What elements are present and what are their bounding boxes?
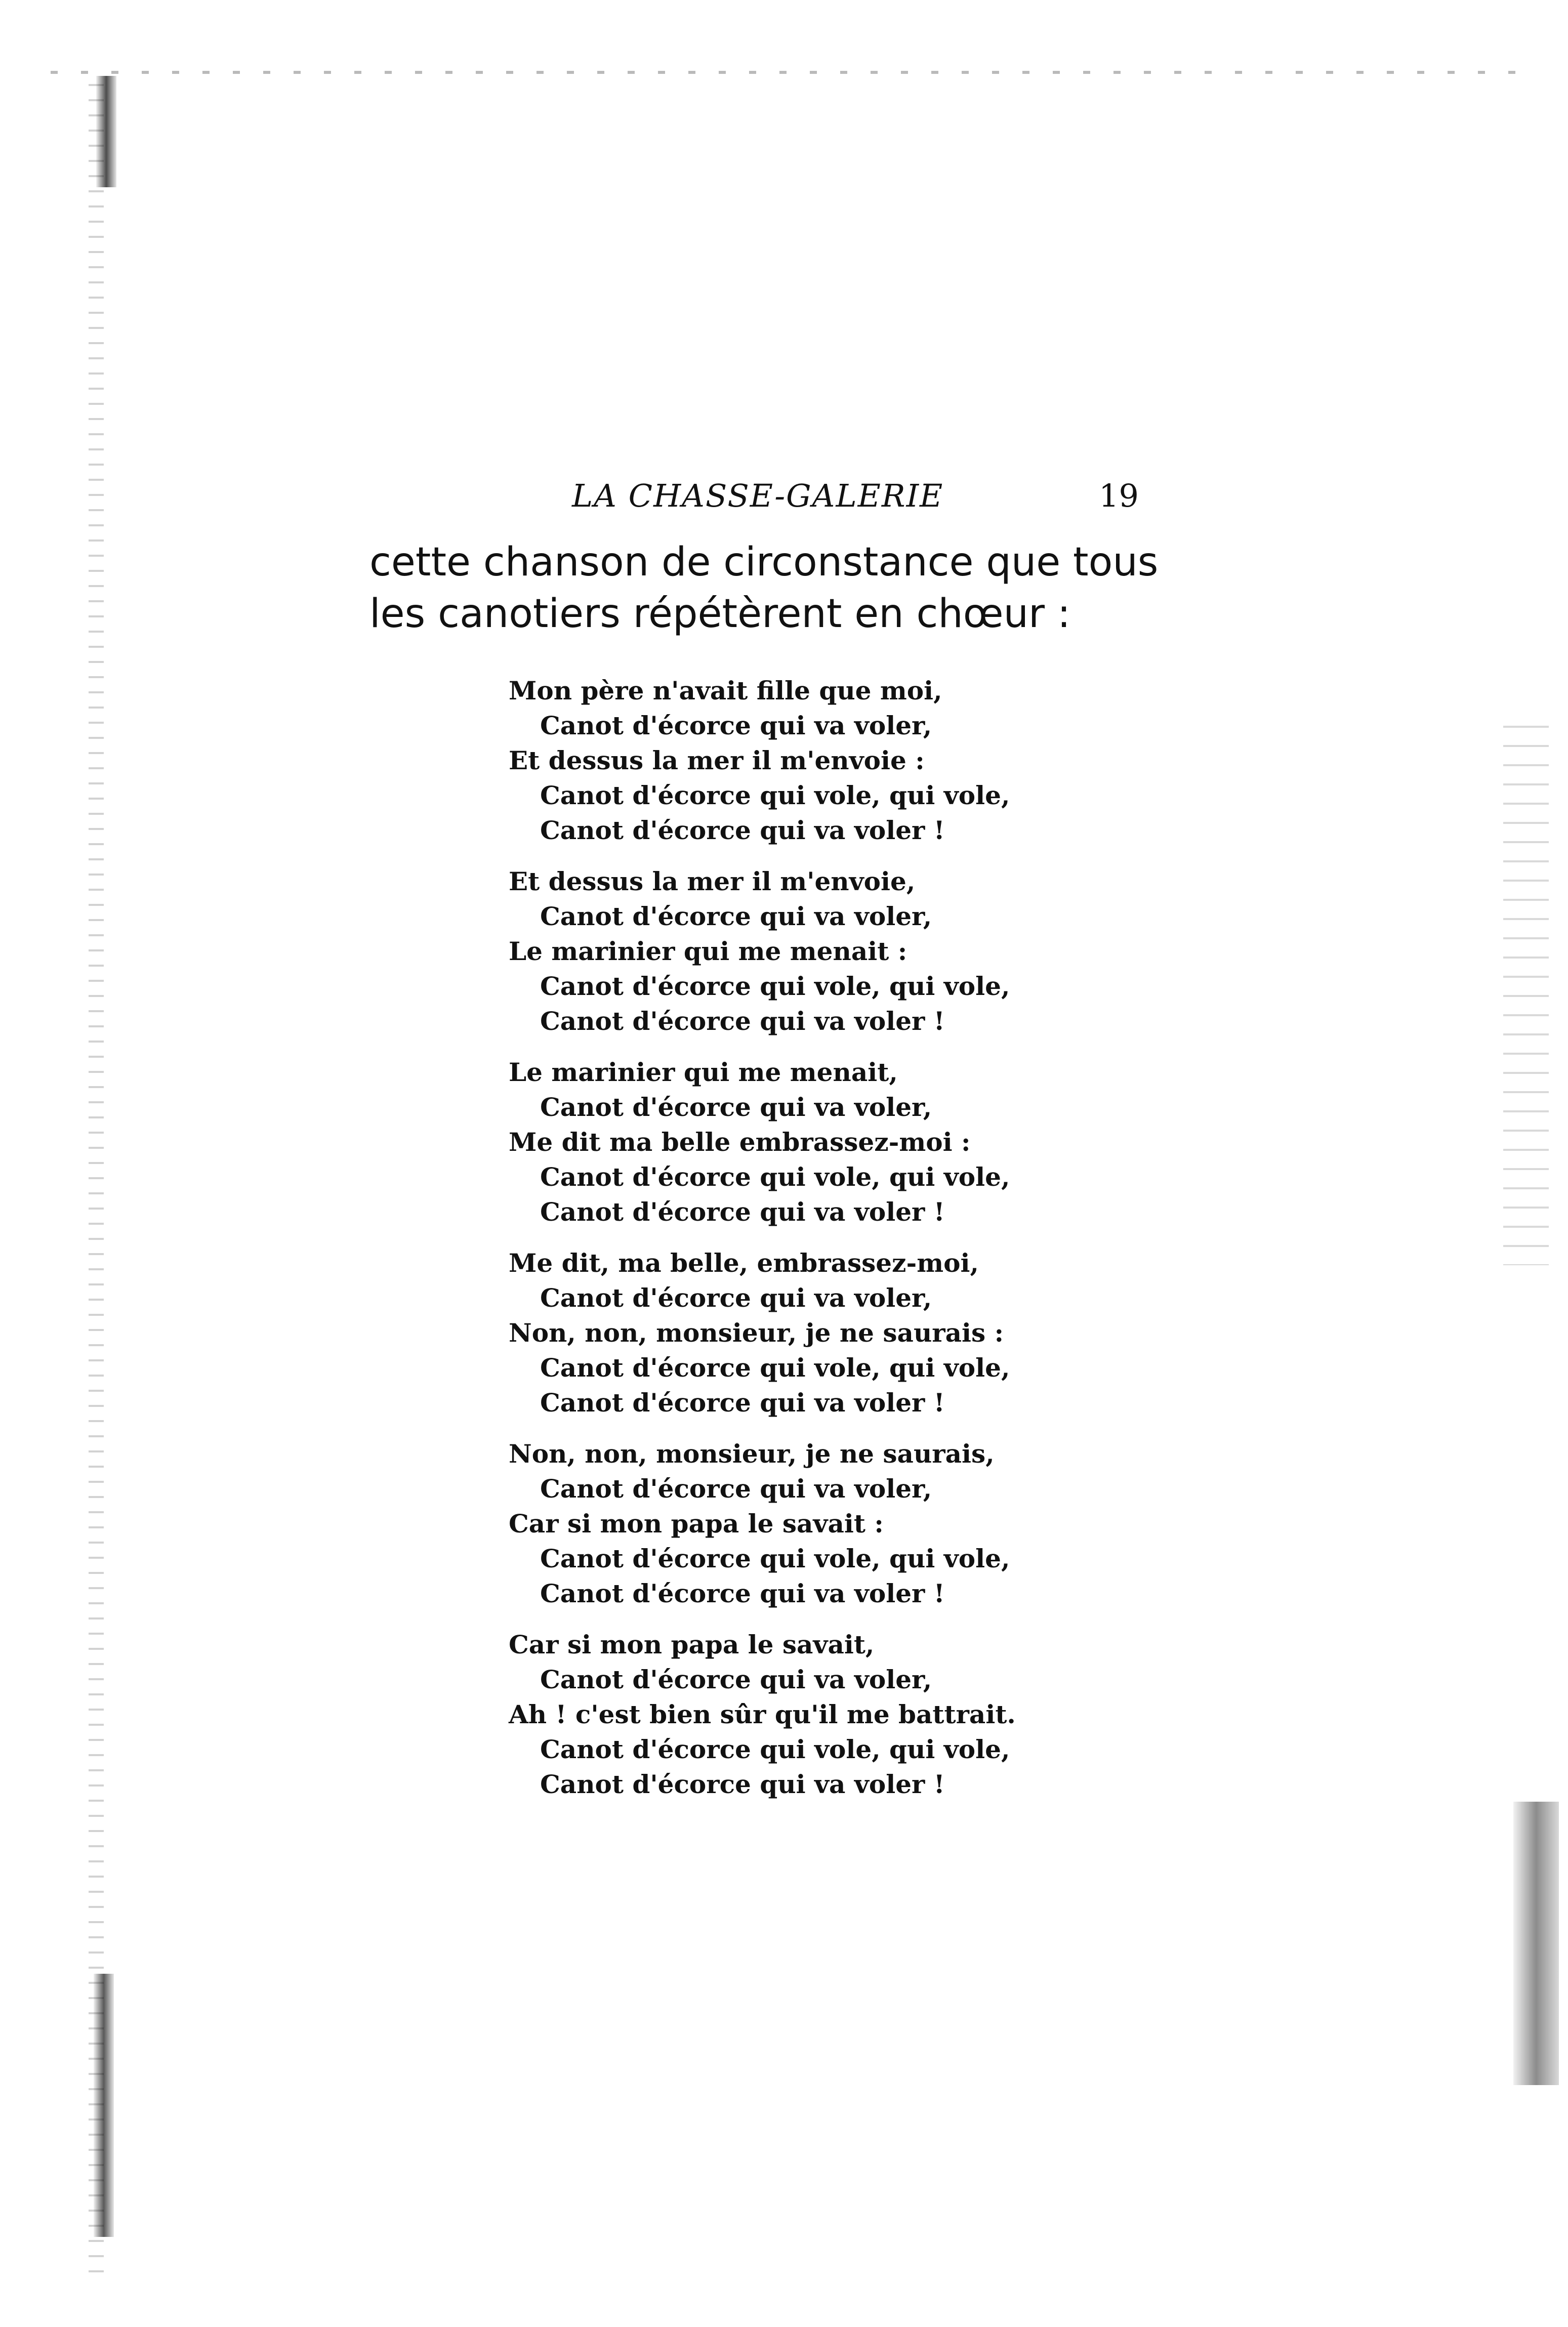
refrain-line: Canot d'écorce qui va voler,: [540, 711, 932, 740]
verse-line: Non, non, monsieur, je ne saurais :: [509, 1318, 1004, 1348]
refrain-line: Canot d'écorce qui vole, qui vole,: [540, 1734, 1010, 1764]
scan-edge-right: [1503, 709, 1549, 1265]
verse-line: Ah ! c'est bien sûr qu'il me battrait.: [509, 1699, 1016, 1729]
scan-shadow-right: [1513, 1802, 1559, 2085]
page-number: 19: [1099, 477, 1139, 514]
verse-line: Non, non, monsieur, je ne saurais,: [509, 1439, 995, 1469]
prose-line: cette chanson de circonstance que tous: [369, 539, 1159, 585]
verse-line: Le marinier qui me menait,: [509, 1057, 898, 1087]
verse-line: Et dessus la mer il m'envoie,: [509, 866, 916, 896]
scan-shadow-left-top: [96, 76, 116, 187]
refrain-line: Canot d'écorce qui va voler !: [540, 815, 945, 845]
running-title: LA CHASSE-GALERIE: [572, 477, 944, 514]
prose-line: les canotiers répétèrent en chœur :: [369, 591, 1071, 637]
stanza: [509, 864, 1116, 1038]
refrain-line: Canot d'écorce qui vole, qui vole,: [540, 1162, 1010, 1192]
refrain-line: Canot d'écorce qui va voler,: [540, 1474, 932, 1504]
running-head: [369, 468, 1139, 524]
verse-line: Le marinier qui me menait :: [509, 936, 907, 966]
refrain-line: Canot d'écorce qui va voler,: [540, 1283, 932, 1313]
refrain-line: Canot d'écorce qui va voler !: [540, 1197, 945, 1227]
scan-edge-top: [51, 71, 1518, 74]
verse-line: Me dit, ma belle, embrassez-moi,: [509, 1248, 979, 1278]
refrain-line: Canot d'écorce qui vole, qui vole,: [540, 1353, 1010, 1383]
verse-line: Car si mon papa le savait,: [509, 1630, 875, 1659]
prose-paragraph: [369, 536, 1159, 640]
stanza: [509, 1436, 1116, 1611]
refrain-line: Canot d'écorce qui vole, qui vole,: [540, 1544, 1010, 1573]
verse-line: Mon père n'avait fille que moi,: [509, 676, 942, 705]
refrain-line: Canot d'écorce qui va voler,: [540, 1665, 932, 1694]
scan-shadow-left-bottom: [94, 1974, 114, 2237]
scan-edge-left: [89, 71, 104, 2272]
refrain-line: Canot d'écorce qui va voler !: [540, 1388, 945, 1418]
refrain-line: Canot d'écorce qui vole, qui vole,: [540, 780, 1010, 810]
refrain-line: Canot d'écorce qui va voler !: [540, 1578, 945, 1608]
verse-line: Me dit ma belle embrassez-moi :: [509, 1127, 971, 1157]
verse-line: Et dessus la mer il m'envoie :: [509, 745, 925, 775]
stanza: [509, 1245, 1116, 1420]
stanza: [509, 1627, 1116, 1802]
refrain-line: Canot d'écorce qui vole, qui vole,: [540, 971, 1010, 1001]
song-poem: [509, 673, 1116, 1818]
verse-line: Car si mon papa le savait :: [509, 1509, 884, 1539]
refrain-line: Canot d'écorce qui va voler,: [540, 1092, 932, 1122]
refrain-line: Canot d'écorce qui va voler !: [540, 1769, 945, 1799]
refrain-line: Canot d'écorce qui va voler !: [540, 1006, 945, 1036]
refrain-line: Canot d'écorce qui va voler,: [540, 901, 932, 931]
stanza: [509, 673, 1116, 848]
stanza: [509, 1055, 1116, 1229]
